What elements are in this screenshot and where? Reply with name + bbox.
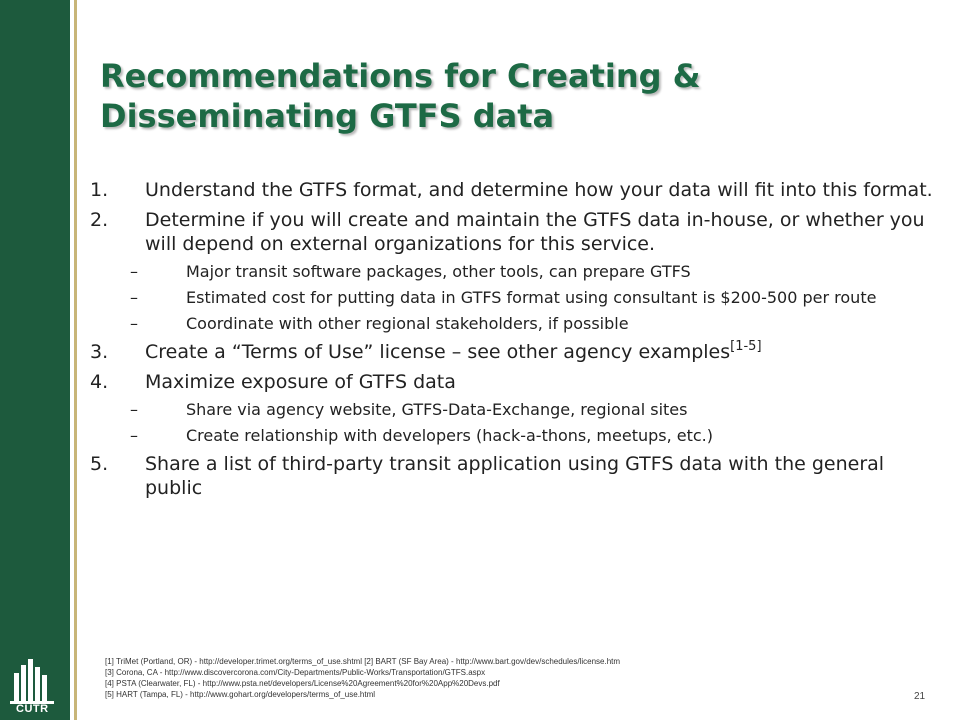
- citation-superscript: [1-5]: [730, 339, 762, 354]
- sub-item-text: Major transit software packages, other tools, can prepare GTFS: [186, 262, 691, 281]
- item-text-main: Create a “Terms of Use” license – see other agency examples: [145, 341, 731, 363]
- dash-bullet: –: [130, 400, 138, 419]
- sub-item: [90, 314, 940, 334]
- item-number: 5.: [90, 453, 109, 475]
- sub-item: [90, 400, 940, 420]
- list-item-1: [90, 178, 940, 202]
- list-item-5: [90, 452, 940, 500]
- item-number: 3.: [90, 341, 109, 363]
- item-text: Determine if you will create and maintain the GTFS data in-house, or whether you will depend on external organizations for this service.: [145, 209, 925, 255]
- title-line-2: Disseminating GTFS data: [100, 97, 555, 135]
- sub-item: [90, 262, 940, 282]
- dash-bullet: –: [130, 288, 138, 307]
- logo-text: CUTR: [16, 703, 49, 715]
- reference-line: [1] TriMet (Portland, OR) - http://developer.trimet.org/terms_of_use.shtml [2] BART (SF Bay Area) - http://www.bart.gov/dev/schedules/license.htm: [105, 657, 621, 666]
- dash-bullet: –: [130, 426, 138, 445]
- reference-line: [5] HART (Tampa, FL) - http://www.gohart.org/developers/terms_of_use.html: [105, 690, 376, 699]
- slide-title: [100, 56, 920, 136]
- sub-item-text: Estimated cost for putting data in GTFS format using consultant is $200-500 per route: [186, 288, 877, 307]
- item-number: 2.: [90, 209, 109, 231]
- sub-item-text: Coordinate with other regional stakeholders, if possible: [186, 314, 629, 333]
- green-sidebar: [0, 0, 70, 720]
- item-text: Understand the GTFS format, and determine how your data will fit into this format.: [145, 179, 933, 201]
- dash-bullet: –: [130, 314, 138, 333]
- list-item-2: [90, 208, 940, 256]
- item-text: Share a list of third-party transit application using GTFS data with the general public: [145, 453, 885, 499]
- sub-item-text: Share via agency website, GTFS-Data-Exchange, regional sites: [186, 400, 688, 419]
- sub-item-text: Create relationship with developers (hack-a-thons, meetups, etc.): [186, 426, 714, 445]
- sub-item: [90, 426, 940, 446]
- list-item-4: [90, 370, 940, 394]
- reference-line: [3] Corona, CA - http://www.discovercorona.com/City-Departments/Public-Works/Transportation/GTFS.aspx: [105, 668, 486, 677]
- item-number: 1.: [90, 179, 109, 201]
- page-number: 21: [914, 691, 926, 702]
- reference-line: [4] PSTA (Clearwater, FL) - http://www.psta.net/developers/License%20Agreement%20for%20App%20Devs.pdf: [105, 679, 500, 688]
- slide-body: [90, 178, 940, 506]
- list-item-3: [90, 340, 940, 364]
- item-number: 4.: [90, 371, 109, 393]
- gold-divider: [74, 0, 77, 720]
- title-line-1: Recommendations for Creating &: [100, 57, 701, 95]
- references: [105, 656, 905, 700]
- dash-bullet: –: [130, 262, 138, 281]
- sub-item: [90, 288, 940, 308]
- item-text: Maximize exposure of GTFS data: [145, 371, 456, 393]
- item-text: [145, 340, 940, 364]
